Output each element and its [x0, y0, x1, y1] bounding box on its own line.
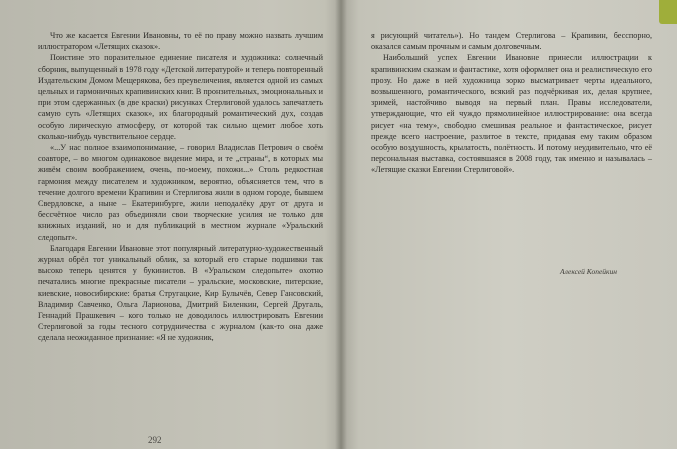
right-page [371, 30, 652, 176]
book-spine [335, 0, 347, 449]
right-paragraph-1: я рисующий читатель»). Но тандем Стерлигова – Крапивин, бесспорно, оказался самым прочным и самым долговечным. [371, 31, 652, 52]
left-paragraph-1: Что же касается Евгении Ивановны, то её по праву можно назвать лучшим иллюстратором «Летящих сказок». [38, 31, 323, 52]
cover-edge [659, 0, 677, 24]
left-paragraph-4: Благодаря Евгении Ивановне этот популярный литературно-художественный журнал обрёл тот уникальный облик, за который его старые подшивки так высоко теперь ценятся у букинистов. В «Уральском следопыте» охотно печатались многие прекрасные писатели – уральские, московские, питерские, киевские, новосибирские: братья Стругацкие, Кир Булычёв, Север Гансовский, Владимир Савченко, Ольга Ларионова, Дмитрий Биленкин, Сергей Другаль, Геннадий Прашкевич – кого только не доводилось иллюстрировать Евгении Стерлиговой за годы тесного сотрудничества с журналом (как-то она даже сделала неожиданное признание: «Я не художник, [38, 243, 323, 343]
page-number: 292 [148, 435, 162, 445]
author-signature: Алексей Копейкин [560, 267, 618, 276]
right-paragraph-2: Наибольший успех Евгении Ивановне принесли иллюстрации к крапивинским сказкам и фантастике, хотя оформляет она и реалистическую его прозу. Но даже в ней художница зорко высматривает черты идеального, возвышенного, романтического, всякий раз подчёркивая их, делая крупнее, зримей, настойчиво выводя на первый план. Правы исследователи, утверждающие, что ей чуждо прямолинейное иллюстрирование: она всегда рисует «на тему», свободно смешивая реальное и фантастическое, рисует прежде всего настроение, разлитое в тексте, придавая ему таким образом особую воздушность, крылатость, полётность. И потому неудивительно, что её персональная выставка, состоявшаяся в 2008 году, так именно и называлась – «Летящие сказки Евгении Стерлиговой». [371, 53, 652, 175]
left-paragraph-2: Поистине это поразительное единение писателя и художника: солнечный сборник, выпущенный в 1978 году «Детской литературой» и теперь повторенный Издательским Домом Мещерякова, без преувеличения, является одной из самых цельных и гармоничных крапивинских книг. В пронзительных, эмоциональных и при этом сдержанных (в две краски) рисунках Стерлиговой удалось запечатлеть самую суть «Летящих сказок», их благородный романтический дух, создав особую лирическую атмосферу, от которой так сильно щемит любое хоть сколько-нибудь чувствительное сердце. [38, 53, 323, 141]
left-page [38, 30, 323, 344]
left-paragraph-3: «...У нас полное взаимопонимание, – говорил Владислав Петрович о своём соавторе, – во многом одинаковое видение мира, и те „страны“, в которых мы живём своим воображением, очень, по-моему, похожи...» Столь редкостная гармония между писателем и художником, вероятно, объясняется тем, что в течение долгого времени Крапивин и Стерлигова жили в одном городе, бывшем Свердловске, а ныне – Екатеринбурге, жили неподалёку друг от друга и бессчётное число раз объединяли свои творческие усилия не только для книжных изданий, но и для публикаций в местном журнале «Уральский следопыт». [38, 143, 323, 242]
